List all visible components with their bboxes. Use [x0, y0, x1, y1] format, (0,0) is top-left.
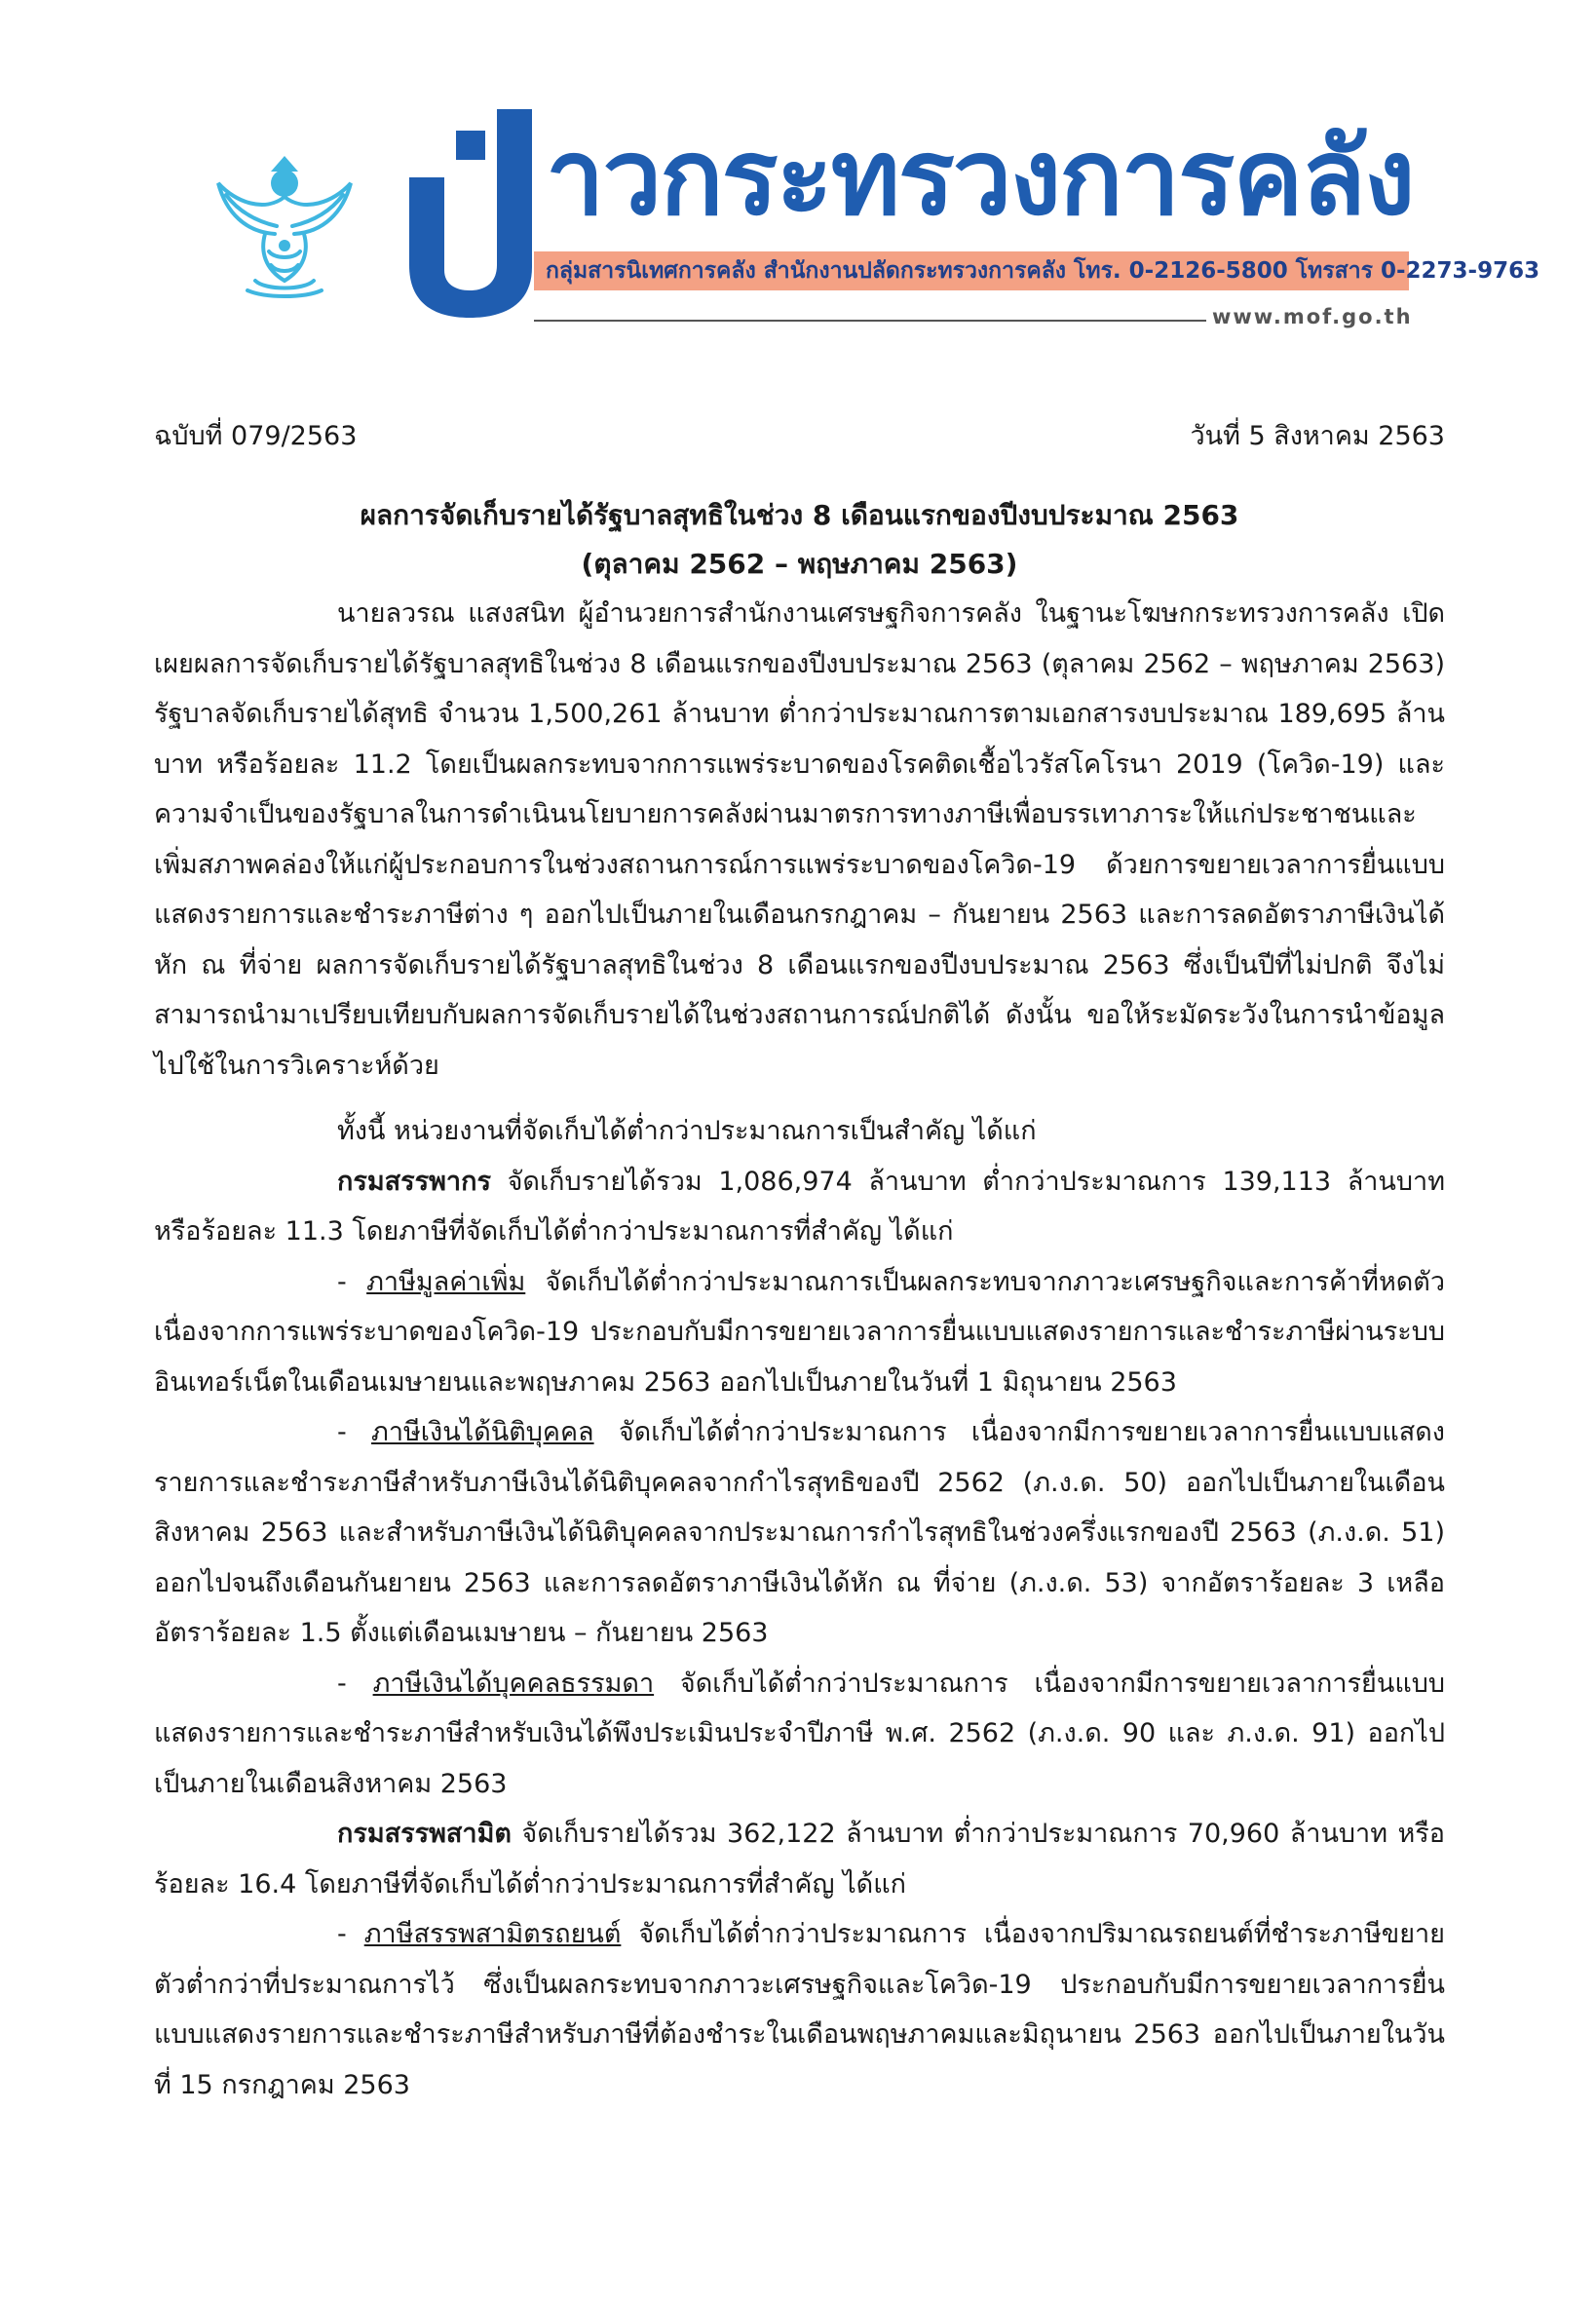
vat-paragraph: [154, 1257, 1445, 1408]
title-line-1: ผลการจัดเก็บรายได้รัฐบาลสุทธิในช่วง 8 เดือนแรกของปีงบประมาณ 2563: [360, 499, 1239, 531]
car-tax-text: จัดเก็บได้ต่ำกว่าประมาณการ เนื่องจากปริมาณรถยนต์ที่ชำระภาษีขยายตัวต่ำกว่าที่ประมาณการไว้ ซึ่งเป็นผลกระทบจากภาวะเศรษฐกิจและโควิด-19 ประกอบกับมีการขยายเวลาการยื่นแบบแสดงรายการและชำระภาษีสำหรับภาษีที่ต้องชำระในเดือนพฤษภาคมและมิถุนายน 2563 ออกไปเป็นภายในวันที่ 15 กรกฎาคม 2563: [154, 1919, 1446, 2100]
website-link[interactable]: www.mof.go.th: [1212, 305, 1413, 328]
meta-row: [154, 415, 1445, 458]
vat-text: จัดเก็บได้ต่ำกว่าประมาณการเป็นผลกระทบจากภาวะเศรษฐกิจและการค้าที่หดตัว เนื่องจากการแพร่ระบาดของโควิด-19 ประกอบกับมีการขยายเวลาการยื่นแบบแสดงรายการและชำระภาษีผ่านระบบอินเทอร์เน็ตในเดือนเมษายนและพฤษภาคม 2563 ออกไปเป็นภายในวันที่ 1 มิถุนายน 2563: [154, 1266, 1446, 1398]
contact-info: กลุ่มสารนิเทศการคลัง สำนักงานปลัดกระทรวงการคลัง โทร. 0-2126-5800 โทรสาร 0-2273-9763: [546, 258, 1540, 284]
pit-text: จัดเก็บได้ต่ำกว่าประมาณการ เนื่องจากมีการขยายเวลาการยื่นแบบแสดงรายการและชำระภาษีสำหรับเงินได้พึงประเมินประจำปีภาษี พ.ศ. 2562 (ภ.ง.ด. 90 และ ภ.ง.ด. 91) ออกไปเป็นภายในเดือนสิงหาคม 2563: [154, 1668, 1446, 1799]
car-tax-paragraph: [154, 1909, 1445, 2110]
vat-dash: -: [337, 1266, 367, 1297]
cit-name: ภาษีเงินได้นิติบุคคล: [371, 1417, 594, 1447]
pit-dash: -: [337, 1668, 373, 1699]
letterhead: [0, 0, 1596, 351]
vat-name: ภาษีมูลค่าเพิ่ม: [366, 1266, 526, 1297]
masthead-divider: [534, 320, 1206, 322]
car-tax-name: ภาษีสรรพสามิตรถยนต์: [363, 1919, 622, 1949]
cit-dash: -: [337, 1417, 372, 1447]
revenue-dept-paragraph: [154, 1157, 1445, 1257]
garuda-emblem-icon: [207, 144, 362, 300]
press-release-body: [154, 415, 1445, 2110]
masthead-initial-glyph: [399, 109, 546, 319]
page-title: [154, 491, 1445, 589]
pit-paragraph: [154, 1659, 1445, 1810]
release-date: วันที่ 5 สิงหาคม 2563: [1190, 421, 1445, 451]
pit-name: ภาษีเงินได้บุคคลธรรมดา: [372, 1668, 655, 1699]
revenue-dept-name: กรมสรรพากร: [337, 1166, 491, 1197]
cit-paragraph: [154, 1407, 1445, 1659]
car-tax-dash: -: [337, 1919, 364, 1949]
intro-paragraph: นายลวรณ แสงสนิท ผู้อำนวยการสำนักงานเศรษฐกิจการคลัง ในฐานะโฆษกกระทรวงการคลัง เปิดเผยผลการจัดเก็บรายได้รัฐบาลสุทธิในช่วง 8 เดือนแรกของปีงบประมาณ 2563 (ตุลาคม 2562 – พฤษภาคม 2563) รัฐบาลจัดเก็บรายได้สุทธิ จำนวน 1,500,261 ล้านบาท ต่ำกว่าประมาณการตามเอกสารงบประมาณ 189,695 ล้านบาท หรือร้อยละ 11.2 โดยเป็นผลกระทบจากการแพร่ระบาดของโรคติดเชื้อไวรัสโคโรนา 2019 (โควิด-19) และความจำเป็นของรัฐบาลในการดำเนินนโยบายการคลังผ่านมาตรการทางภาษีเพื่อบรรเทาภาระให้แก่ประชาชนและเพิ่มสภาพคล่องให้แก่ผู้ประกอบการในช่วงสถานการณ์การแพร่ระบาดของโควิด-19 ด้วยการขยายเวลาการยื่นแบบแสดงรายการและชำระภาษีต่าง ๆ ออกไปเป็นภายในเดือนกรกฎาคม – กันยายน 2563 และการลดอัตราภาษีเงินได้หัก ณ ที่จ่าย ผลการจัดเก็บรายได้รัฐบาลสุทธิในช่วง 8 เดือนแรกของปีงบประมาณ 2563 ซึ่งเป็นปีที่ไม่ปกติ จึงไม่สามารถนำมาเปรียบเทียบกับผลการจัดเก็บรายได้ในช่วงสถานการณ์ปกติได้ ดังนั้น ขอให้ระมัดระวังในการนำข้อมูลไปใช้ในการวิเคราะห์ด้วย: [154, 598, 1445, 1081]
issue-number: ฉบับที่ 079/2563: [154, 421, 358, 451]
title-line-2: (ตุลาคม 2562 – พฤษภาคม 2563): [581, 548, 1018, 580]
excise-dept-name: กรมสรรพสามิต: [337, 1819, 512, 1849]
masthead-title: าวกระทรวงการคลัง: [546, 117, 1414, 239]
excise-dept-text: จัดเก็บรายได้รวม 362,122 ล้านบาท ต่ำกว่าประมาณการ 70,960 ล้านบาท หรือร้อยละ 16.4 โดยภาษีที่จัดเก็บได้ต่ำกว่าประมาณการที่สำคัญ ได้แก่: [154, 1819, 1445, 1900]
cit-text: จัดเก็บได้ต่ำกว่าประมาณการ เนื่องจากมีการขยายเวลาการยื่นแบบแสดงรายการและชำระภาษีสำหรับภาษีเงินได้นิติบุคคลจากกำไรสุทธิของปี 2562 (ภ.ง.ด. 50) ออกไปเป็นภายในเดือนสิงหาคม 2563 และสำหรับภาษีเงินได้นิติบุคคลจากประมาณการกำไรสุทธิในช่วงครึ่งแรกของปี 2563 (ภ.ง.ด. 51) ออกไปจนถึงเดือนกันยายน 2563 และการลดอัตราภาษีเงินได้หัก ณ ที่จ่าย (ภ.ง.ด. 53) จากอัตราร้อยละ 3 เหลืออัตราร้อยละ 1.5 ตั้งแต่เดือนเมษายน – กันยายน 2563: [154, 1417, 1445, 1648]
excise-dept-paragraph: [154, 1809, 1445, 1909]
agencies-intro: ทั้งนี้ หน่วยงานที่จัดเก็บได้ต่ำกว่าประมาณการเป็นสำคัญ ได้แก่: [337, 1116, 1037, 1146]
revenue-dept-text: จัดเก็บรายได้รวม 1,086,974 ล้านบาท ต่ำกว่าประมาณการ 139,113 ล้านบาท หรือร้อยละ 11.3 โดยภาษีที่จัดเก็บได้ต่ำกว่าประมาณการที่สำคัญ ได้แก่: [154, 1166, 1445, 1247]
